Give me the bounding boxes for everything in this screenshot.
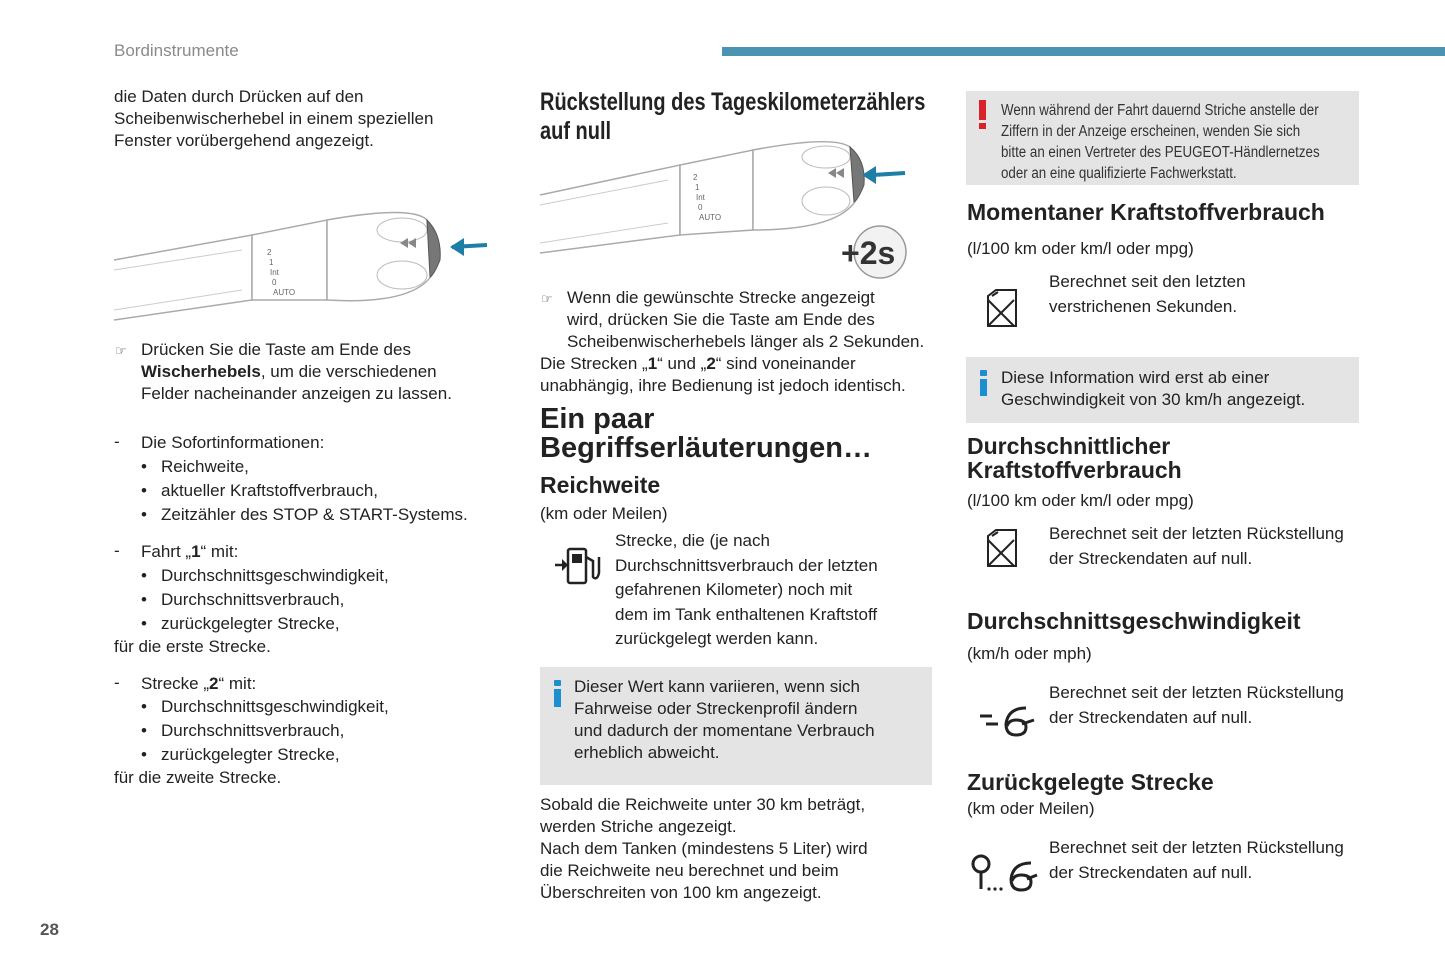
desc-line: verstrichenen Sekunden. [1049,296,1238,316]
reset-note [540,353,906,397]
list-item [141,695,389,719]
instant-consumption-unit: (l/100 km oder km/l oder mpg) [967,239,1194,258]
intro-line: Fenster vorübergehend angezeigt. [114,131,374,150]
list-item-text: Zeitzähler des STOP & START-Systems. [161,505,468,524]
desc-line: Berechnet seit der letzten Rückstellung [1049,838,1344,857]
fuel-can-icon [984,288,1020,328]
wiper-stalk-illustration [112,205,492,330]
desc-line: Berechnet seit den letzten [1049,272,1246,291]
title-line: auf null [540,117,612,145]
note-line: die Reichweite neu berechnet und beim [540,861,839,880]
head-bold: 2 [209,674,219,693]
warning-line: oder an eine qualifizierte Fachwerkstatt. [1001,165,1237,182]
warning-line: bitte an einen Vertreter des PEUGEOT-Händlernetzes [1001,144,1320,161]
warning-text [1001,100,1320,184]
group1-list [141,455,468,527]
avg-speed-title: Durchschnittsgeschwindigkeit [967,608,1301,634]
list-item [141,479,468,503]
note-bold: 2 [706,354,716,373]
intro-line: die Daten durch Drücken auf den [114,87,364,106]
list-item [141,612,389,636]
title-line: Durchschnittlicher [967,433,1171,459]
group3-head [141,673,256,695]
group3-footer: für die zweite Strecke. [114,768,282,787]
info-line: Geschwindigkeit von 30 km/h angezeigt. [1001,390,1306,409]
group2-head [141,541,238,563]
bullet: • [141,697,147,716]
list-item [141,503,468,527]
list-item-text: Durchschnittsverbrauch, [161,721,345,740]
heading-line: Begriffserläuterungen… [540,432,872,464]
wiper-stalk-reset-illustration [538,135,913,280]
warning-icon-dot [979,123,986,129]
reichweite-unit: (km oder Meilen) [540,504,668,523]
list-item [141,588,389,612]
pointer-icon: ☞ [115,343,127,358]
info-icon [980,379,987,396]
stalk-label-int: Int [270,268,279,277]
header-accent-bar [722,47,1445,56]
avg-consumption-title [967,434,1182,482]
bullet: • [141,566,147,585]
dash-marker: - [114,432,120,451]
list-item-text: Durchschnittsverbrauch, [161,590,345,609]
pointer-icon: ☞ [541,291,553,306]
note-bold: 1 [647,354,658,373]
group3-list [141,695,389,767]
list-item-text: Reichweite, [161,457,249,476]
stalk-label-2: 2 [693,173,698,182]
stalk-label-0: 0 [698,203,703,212]
list-item [141,564,389,588]
desc-line: gefahrenen Kilometer) noch mit [615,580,853,599]
note-line: Sobald die Reichweite unter 30 km beträgt, [540,795,866,814]
note-part: “ und „ [657,354,707,373]
page-number: 28 [40,920,59,939]
info-text [574,676,875,764]
group2-footer: für die erste Strecke. [114,637,271,656]
stalk-label-auto: AUTO [273,288,296,297]
reset-instruction [567,287,924,353]
fuel-can-icon [984,528,1020,568]
info-text [1001,367,1305,411]
warning-icon [979,100,986,120]
avg-consumption-desc [1049,522,1344,571]
list-item [141,719,389,743]
title-line: Rückstellung des Tageskilometerzählers [540,88,926,116]
stalk-label-1: 1 [269,258,274,267]
desc-line: zurückgelegt werden kann. [615,629,819,648]
intro-text [114,86,433,152]
fuel-range-icon [553,545,601,587]
instruction-line: Scheibenwischerhebels länger als 2 Sekunden. [567,332,925,351]
head-pre: Strecke „ [141,674,210,693]
distance-unit: (km oder Meilen) [967,799,1095,818]
instruction-text [141,339,452,405]
bullet: • [141,614,147,633]
note-part: “ sind voneinander [715,354,856,373]
info-line: Diese Information wird erst ab einer [1001,368,1270,387]
instruction-rest: , um die verschiedenen [260,362,437,381]
info-line: erheblich abweicht. [574,743,720,762]
stalk-label-2: 2 [267,248,272,257]
instruction-line: Wenn die gewünschte Strecke angezeigt [567,288,875,307]
desc-line: der Streckendaten auf null. [1049,548,1253,568]
instruction-line: Felder nacheinander anzeigen zu lassen. [141,384,452,403]
head-post: “ mit: [200,542,239,561]
stalk-label-1: 1 [695,183,700,192]
bullet: • [141,721,147,740]
distance-title: Zurückgelegte Strecke [967,769,1214,795]
reichweite-desc [615,529,878,652]
avg-consumption-unit: (l/100 km oder km/l oder mpg) [967,491,1194,510]
desc-line: Durchschnittsverbrauch der letzten [615,555,878,575]
heading-line: Ein paar [540,403,655,435]
instant-consumption-desc [1049,270,1246,319]
desc-line: Strecke, die (je nach [615,531,770,550]
list-item-text: Durchschnittsgeschwindigkeit, [161,697,389,716]
note-part: Die Strecken „ [540,354,648,373]
bullet: • [141,590,147,609]
info-icon [554,689,561,707]
bullet: • [141,505,147,524]
stalk-label-int: Int [696,193,705,202]
group1-head: Die Sofortinformationen: [141,433,325,452]
desc-line: der Streckendaten auf null. [1049,862,1253,882]
avg-speed-desc [1049,681,1344,730]
reichweite-title: Reichweite [540,472,661,498]
note-line: Nach dem Tanken (mindestens 5 Liter) wird [540,839,868,858]
head-bold: 1 [191,542,201,561]
two-second-badge: +2s [841,235,896,271]
info-line: Dieser Wert kann variieren, wenn sich [574,677,860,696]
desc-line: dem im Tank enthaltenen Kraftstoff [615,604,878,624]
list-item-text: zurückgelegter Strecke, [161,745,340,764]
group2-list [141,564,389,636]
desc-line: Berechnet seit der letzten Rückstellung [1049,524,1344,543]
stalk-label-auto: AUTO [699,213,722,222]
list-item [141,455,468,479]
head-pre: Fahrt „ [141,542,192,561]
intro-line: Scheibenwischerhebel in einem speziellen [114,109,434,128]
info-line: und dadurch der momentane Verbrauch [574,721,875,740]
head-post: “ mit: [218,674,257,693]
range-note [540,794,868,904]
list-item [141,743,389,767]
note-line: Überschreiten von 100 km angezeigt. [540,883,822,902]
info-icon-dot [980,370,987,376]
dash-marker: - [114,541,120,560]
avg-speed-unit: (km/h oder mph) [967,644,1092,663]
warning-line: Ziffern in der Anzeige erscheinen, wenden Sie sich [1001,123,1301,140]
instant-consumption-title: Momentaner Kraftstoffverbrauch [967,199,1325,225]
dash-marker: - [114,673,120,692]
distance-traveled-icon [969,853,1039,895]
bullet: • [141,481,147,500]
instruction-line: wird, drücken Sie die Taste am Ende des [567,310,875,329]
info-icon-dot [554,680,561,686]
glossary-heading [540,405,872,463]
list-item-text: zurückgelegter Strecke, [161,614,340,633]
list-item-text: aktueller Kraftstoffverbrauch, [161,481,379,500]
bullet: • [141,457,147,476]
instruction-bold: Wischerhebels [141,362,261,381]
list-item-text: Durchschnittsgeschwindigkeit, [161,566,389,585]
distance-desc [1049,836,1344,885]
info-line: Fahrweise oder Streckenprofil ändern [574,699,858,718]
desc-line: Berechnet seit der letzten Rückstellung [1049,683,1344,702]
warning-line: Wenn während der Fahrt dauernd Striche anstelle der [1001,102,1319,119]
stalk-label-0: 0 [272,278,277,287]
bullet: • [141,745,147,764]
note-line: werden Striche angezeigt. [540,817,737,836]
note-line: unabhängig, ihre Bedienung ist jedoch identisch. [540,376,906,395]
average-speed-icon [978,702,1038,738]
section-title: Bordinstrumente [114,41,239,60]
title-line: Kraftstoffverbrauch [967,457,1182,483]
instruction-line: Drücken Sie die Taste am Ende des [141,340,411,359]
desc-line: der Streckendaten auf null. [1049,707,1253,727]
